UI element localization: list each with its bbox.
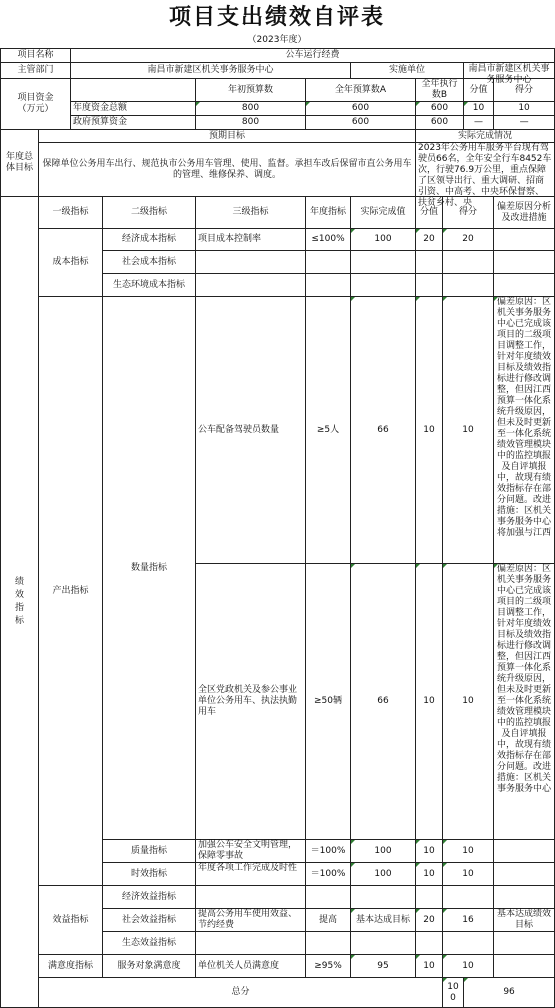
- quality-actual: 100: [351, 840, 416, 863]
- benefit-econ-reason: [494, 886, 555, 909]
- time-target: ＝100%: [306, 863, 351, 886]
- funds-row-gov-got: —: [494, 116, 555, 130]
- quantity2-reason: 偏差原因：区机关事务服务中心已完成该项目的二级项目调整工作，针对年度绩效目标及绩效指标进行修改调整，但因江西预算一体化系统升级原因，但未及时更新至一体化系统绩效管理模块中的监控填报及自评填报中，故现有绩效指标存在部分问题。改进措施：区机关事务服务中心: [494, 564, 555, 840]
- perf-header-level2: 二级指标: [103, 197, 196, 229]
- quantity1-got: 10: [443, 297, 494, 564]
- benefit-eco-got: [443, 932, 494, 955]
- cost-eco-got: [443, 274, 494, 297]
- goals-actual-label: 实际完成情况: [416, 130, 555, 143]
- perf-header-actual: 实际完成值: [351, 197, 416, 229]
- total-got: 96: [464, 978, 555, 1008]
- perf-header-reason: 偏差原因分析及改进措施: [494, 197, 555, 229]
- project-name-value: 公车运行经费: [71, 49, 555, 63]
- funds-row-gov-full-year: 600: [306, 116, 416, 130]
- funds-row-total-initial: 800: [196, 102, 306, 116]
- funds-row-total-score: 10: [464, 102, 494, 116]
- quantity1-score: 10: [416, 297, 443, 564]
- cost-social-level3: [196, 251, 306, 274]
- benefit-eco-actual: [351, 932, 416, 955]
- time-score: 10: [416, 863, 443, 886]
- benefit-eco-target: [306, 932, 351, 955]
- cost-econ-score: 20: [416, 229, 443, 251]
- benefit-social-actual: 基本达成目标: [351, 909, 416, 932]
- satisfaction-reason: [494, 955, 555, 978]
- cost-eco-score: [416, 274, 443, 297]
- cost-social-target: [306, 251, 351, 274]
- funds-row-gov-name: 政府预算资金: [71, 116, 196, 130]
- cost-social-score: [416, 251, 443, 274]
- cost-econ-level3: 项目成本控制率: [196, 229, 306, 251]
- benefit-econ-level2: 经济效益指标: [103, 886, 196, 909]
- total-label: 总分: [39, 978, 443, 1008]
- impl-unit-label: 实施单位: [351, 63, 464, 79]
- satisfaction-got: 10: [443, 955, 494, 978]
- time-level3: 年度各项工作完成及时性: [196, 863, 306, 886]
- goals-label: 年度总体目标: [1, 130, 39, 197]
- benefit-social-target: 提高: [306, 909, 351, 932]
- satisfaction-actual: 95: [351, 955, 416, 978]
- perf-header-score: 分值: [416, 197, 443, 229]
- dept-label: 主管部门: [1, 63, 71, 79]
- report-year: （2023年度）: [247, 35, 307, 45]
- project-name-label: 项目名称: [1, 49, 71, 63]
- benefit-social-reason: 基本达成绩效目标: [494, 909, 555, 932]
- benefit-econ-level3: [196, 886, 306, 909]
- goals-expected-label: 预期目标: [39, 130, 416, 143]
- cost-econ-actual: 100: [351, 229, 416, 251]
- page-title: 项目支出绩效自评表: [168, 4, 385, 30]
- time-actual: 100: [351, 863, 416, 886]
- cost-econ-reason: [494, 229, 555, 251]
- funds-col-initial: 年初预算数: [196, 79, 306, 102]
- funds-row-total-full-year: 600: [306, 102, 416, 116]
- impl-unit-value: 南昌市新建区机关事务服务中心: [464, 63, 555, 79]
- cost-econ-level2: 经济成本指标: [103, 229, 196, 251]
- cost-econ-got: 20: [443, 229, 494, 251]
- quantity2-level3: 全区党政机关及参公事业单位公务用车、执法执勤用车: [196, 564, 306, 840]
- satisfaction-target: ≥95%: [306, 955, 351, 978]
- funds-col-score: 分值: [464, 79, 494, 102]
- benefit-social-level2: 社会效益指标: [103, 909, 196, 932]
- quality-score: 10: [416, 840, 443, 863]
- quality-got: 10: [443, 840, 494, 863]
- benefit-econ-target: [306, 886, 351, 909]
- quality-target: ＝100%: [306, 840, 351, 863]
- funds-row-gov-score: —: [464, 116, 494, 130]
- cost-social-got: [443, 251, 494, 274]
- quantity2-actual: 66: [351, 564, 416, 840]
- quantity1-target: ≥5人: [306, 297, 351, 564]
- funds-col-got: 得分: [494, 79, 555, 102]
- funds-row-total-name: 年度资金总额: [71, 102, 196, 116]
- quality-level3: 加强公车安全文明管理，保障零事故: [196, 840, 306, 863]
- funds-col-full-year: 全年预算数A: [306, 79, 416, 102]
- goals-actual-text: 2023年公务用车服务平台现有驾驶员66名，全年安全行车8452车次，行驶76.9万公里，重点保障了区领导出行、重大调研、招商引资、中高考、中央环保督察、扶贫乡村、央: [416, 143, 555, 197]
- cost-eco-actual: [351, 274, 416, 297]
- time-reason: [494, 863, 555, 886]
- quantity-level2: 数量指标: [103, 297, 196, 840]
- cost-social-level2: 社会成本指标: [103, 251, 196, 274]
- perf-side-label: 绩效指标: [1, 197, 39, 1008]
- benefit-eco-reason: [494, 932, 555, 955]
- goals-expected-text: 保障单位公务用车出行、规范执市公务用车管理、使用、监督。承担车改后保留市直公务用车的管理、维修保养、调度。: [39, 143, 416, 197]
- benefit-eco-level3: [196, 932, 306, 955]
- evaluation-table: [0, 48, 555, 1008]
- perf-header-got: 得分: [443, 197, 494, 229]
- cost-social-actual: [351, 251, 416, 274]
- perf-header-target: 年度指标: [306, 197, 351, 229]
- quantity1-level3: 公车配备驾驶员数量: [196, 297, 306, 564]
- benefit-eco-score: [416, 932, 443, 955]
- satisfaction-level3: 单位机关人员满意度: [196, 955, 306, 978]
- output-level1: 产出指标: [39, 297, 103, 886]
- cost-eco-level2: 生态环境成本指标: [103, 274, 196, 297]
- funds-row-gov-executed: 600: [416, 116, 464, 130]
- time-level2: 时效指标: [103, 863, 196, 886]
- cost-econ-target: ≤100%: [306, 229, 351, 251]
- total-score: 100: [443, 978, 464, 1008]
- quality-level2: 质量指标: [103, 840, 196, 863]
- cost-level1: 成本指标: [39, 229, 103, 297]
- funds-col-executed: 全年执行数B: [416, 79, 464, 102]
- cost-eco-reason: [494, 274, 555, 297]
- quality-reason: [494, 840, 555, 863]
- quantity2-score: 10: [416, 564, 443, 840]
- quantity1-reason: 偏差原因：区机关事务服务中心已完成该项目的二级项目调整工作，针对年度绩效目标及绩效指标进行修改调整，但因江西预算一体化系统升级原因，但未及时更新至一体化系统绩效管理模块中的监控填报及自评填报中，故现有绩效指标存在部分问题。改进措施：区机关事务服务中心将加强与江西: [494, 297, 555, 564]
- quantity2-got: 10: [443, 564, 494, 840]
- benefit-level1: 效益指标: [39, 886, 103, 955]
- benefit-eco-level2: 生态效益指标: [103, 932, 196, 955]
- funds-row-total-executed: 600: [416, 102, 464, 116]
- benefit-econ-actual: [351, 886, 416, 909]
- benefit-econ-score: [416, 886, 443, 909]
- perf-header-level3: 三级指标: [196, 197, 306, 229]
- benefit-social-level3: 提高公务用车使用效益、节约经费: [196, 909, 306, 932]
- funds-row-total-got: 10: [494, 102, 555, 116]
- funds-label: 项目资金 （万元）: [1, 79, 71, 130]
- benefit-econ-got: [443, 886, 494, 909]
- quantity2-target: ≥50辆: [306, 564, 351, 840]
- cost-social-reason: [494, 251, 555, 274]
- satisfaction-level1: 满意度指标: [39, 955, 103, 978]
- cost-eco-level3: [196, 274, 306, 297]
- satisfaction-score: 10: [416, 955, 443, 978]
- satisfaction-level2: 服务对象满意度: [103, 955, 196, 978]
- time-got: 10: [443, 863, 494, 886]
- dept-value: 南昌市新建区机关事务服务中心: [71, 63, 351, 79]
- perf-header-level1: 一级指标: [39, 197, 103, 229]
- benefit-social-got: 16: [443, 909, 494, 932]
- cost-eco-target: [306, 274, 351, 297]
- benefit-social-score: 20: [416, 909, 443, 932]
- quantity1-actual: 66: [351, 297, 416, 564]
- funds-blank: [71, 79, 196, 102]
- funds-row-gov-initial: 800: [196, 116, 306, 130]
